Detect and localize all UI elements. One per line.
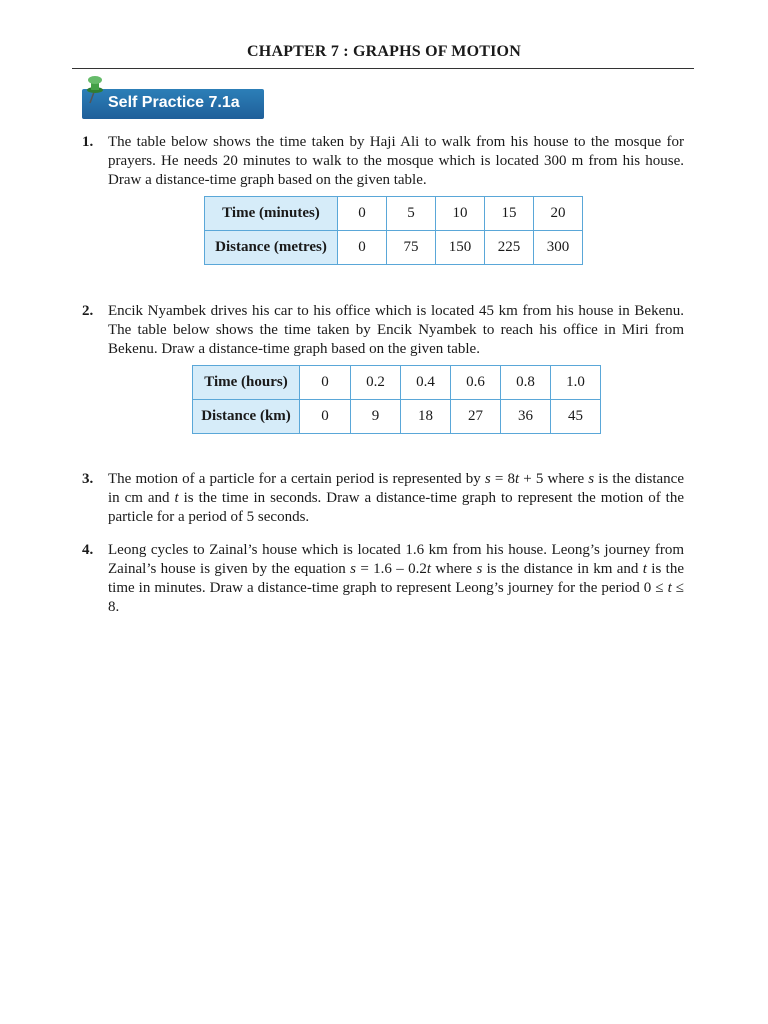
table-cell: 0 [338, 197, 387, 231]
question-number: 2. [82, 303, 94, 319]
question-2 [82, 302, 684, 359]
question-number: 4. [82, 542, 94, 558]
row-header-time: Time (minutes) [205, 197, 338, 231]
table-cell: 150 [436, 231, 485, 265]
chapter-title: CHAPTER 7 : GRAPHS OF MOTION [247, 43, 521, 60]
question-text: Leong cycles to Zainal’s house which is located 1.6 km from his house. Leong’s journey from Zainal’s house is given by the equation s = 1.6 – 0.2t where s is the distance in km and t is the time in minutes. Draw a distance-time graph to represent Leong’s journey for the period 0 ≤ t ≤ 8. [108, 542, 685, 615]
table-cell: 18 [401, 400, 451, 434]
row-header-distance: Distance (km) [193, 400, 300, 434]
question-3 [82, 470, 684, 527]
table-row [193, 366, 601, 400]
table-cell: 36 [501, 400, 551, 434]
table-cell: 0 [300, 400, 351, 434]
row-header-distance: Distance (metres) [205, 231, 338, 265]
table-cell: 300 [534, 231, 583, 265]
table-row [205, 231, 583, 265]
table-row [205, 197, 583, 231]
table-cell: 0.2 [351, 366, 401, 400]
self-practice-badge [82, 89, 264, 119]
table-cell: 0 [338, 231, 387, 265]
question-number: 1. [82, 134, 94, 150]
badge-label: Self Practice 7.1a [108, 94, 240, 111]
question-1 [82, 133, 684, 190]
question-4 [82, 541, 684, 617]
table-row [193, 400, 601, 434]
question-number: 3. [82, 471, 94, 487]
question-text: Encik Nyambek drives his car to his office which is located 45 km from his house in Bekenu. The table below shows the time taken by Encik Nyambek to reach his office in Miri from Bekenu. Draw a distance-time graph based on the given table. [108, 303, 684, 357]
table-cell: 45 [551, 400, 601, 434]
row-header-time: Time (hours) [193, 366, 300, 400]
table-cell: 5 [387, 197, 436, 231]
walking-time-distance-table [204, 196, 583, 265]
table-cell: 0 [300, 366, 351, 400]
table-cell: 15 [485, 197, 534, 231]
question-text: The table below shows the time taken by Haji Ali to walk from his house to the mosque for prayers. He needs 20 minutes to walk to the mosque which is located 300 m from his house. Draw a distance-time graph based on the given table. [108, 134, 684, 188]
table-cell: 225 [485, 231, 534, 265]
table-cell: 75 [387, 231, 436, 265]
driving-time-distance-table [192, 365, 601, 434]
table-cell: 0.6 [451, 366, 501, 400]
table-cell: 27 [451, 400, 501, 434]
table-cell: 0.8 [501, 366, 551, 400]
table-cell: 9 [351, 400, 401, 434]
table-cell: 0.4 [401, 366, 451, 400]
header-divider [72, 68, 694, 69]
self-practice-section [77, 80, 691, 625]
question-text: The motion of a particle for a certain period is represented by s = 8t + 5 where s is the distance in cm and t is the time in seconds. Draw a distance-time graph to represent the motion of the particle for a period of 5 seconds. [108, 471, 684, 525]
pushpin-icon [81, 74, 107, 104]
table-cell: 10 [436, 197, 485, 231]
table-cell: 20 [534, 197, 583, 231]
table-cell: 1.0 [551, 366, 601, 400]
